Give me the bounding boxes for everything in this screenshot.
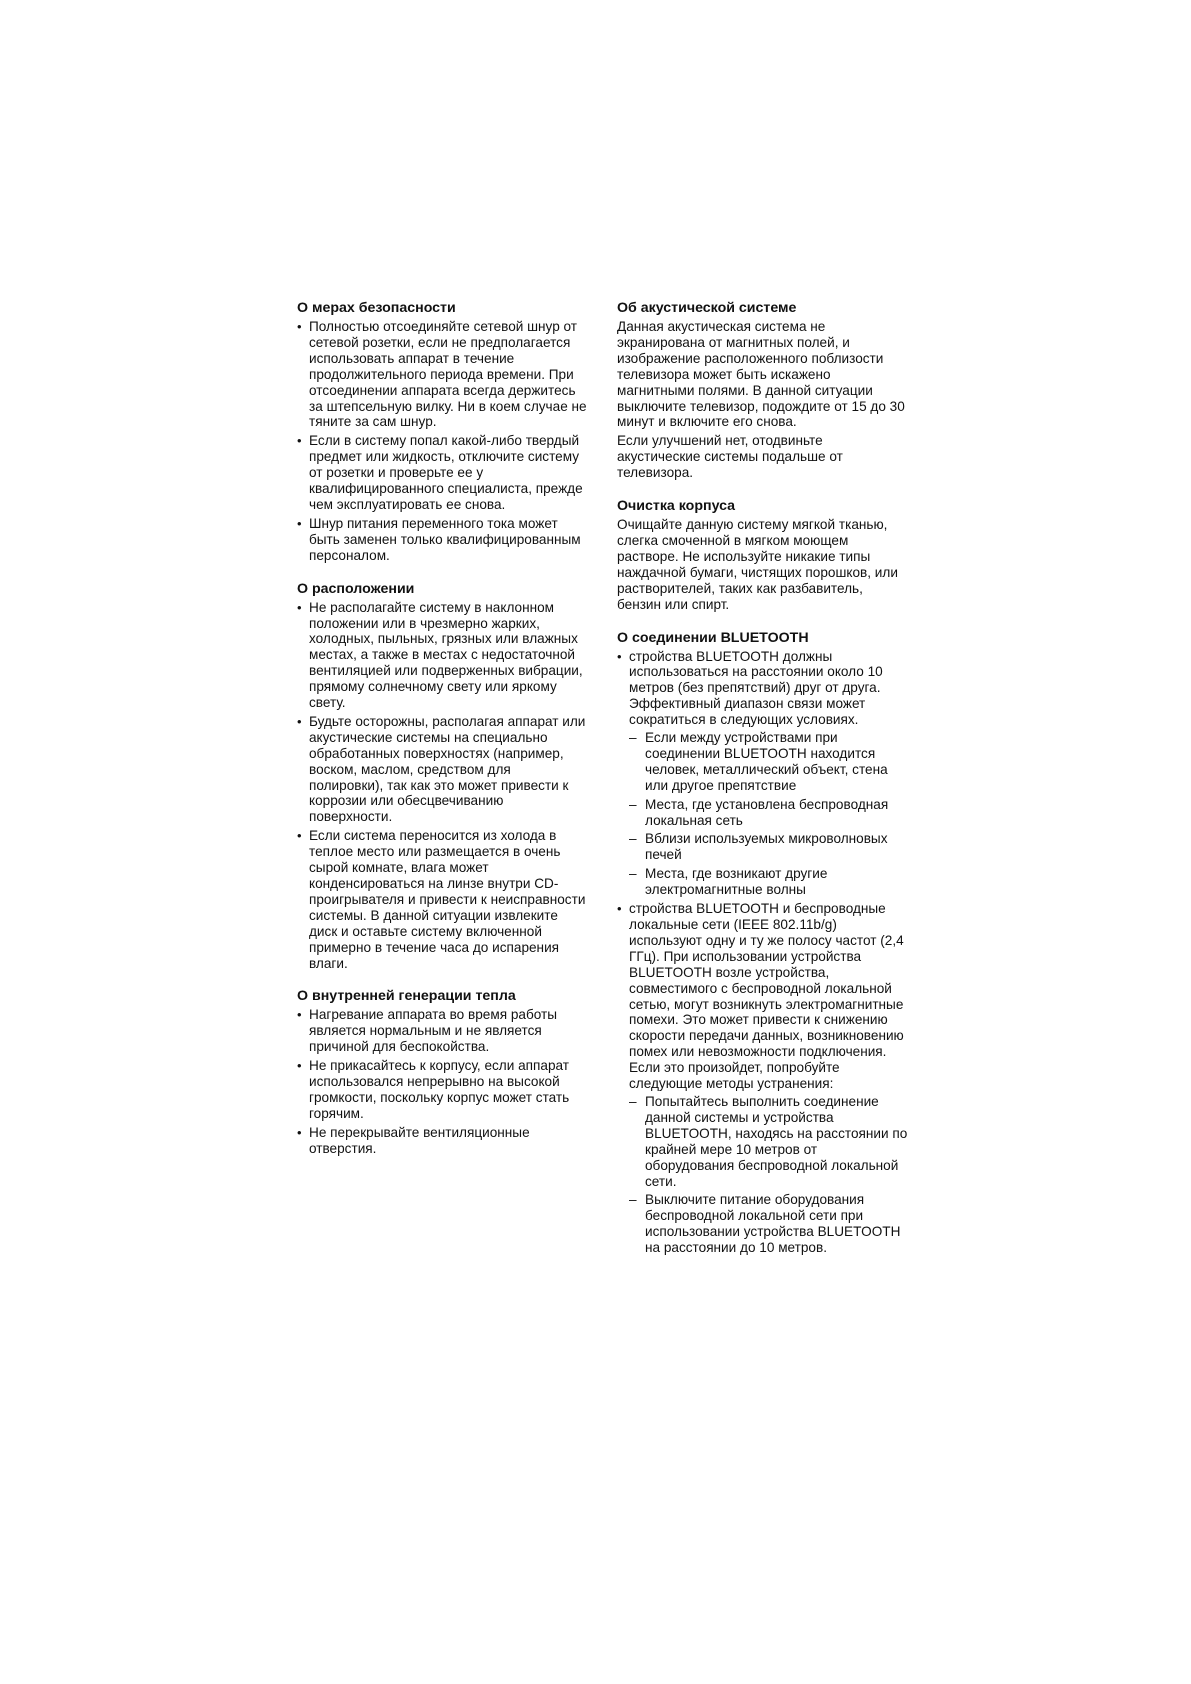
section-heading: О мерах безопасности [297, 300, 456, 316]
list-item: • Если система переносится из холода в теплое место или размещается в очень сырой комнате, влага может конденсироваться на линзе внутри CD-проигрывателя и привести к неисправности системы. В данной ситуации извлеките диск и оставьте систему включенной примерно в течение часа до испарения влаги. [297, 828, 587, 971]
bullet-list [617, 649, 909, 1257]
list-item: • Не располагайте систему в наклонном положении или в чрезмерно жарких, холодных, пыльных, грязных или влажных местах, а также в местах с недостаточной вентиляцией или подверженных вибрации, прямому солнечному свету или яркому свету. [297, 600, 587, 711]
paragraph: Данная акустическая система не экранирована от магнитных полей, и изображение расположенного поблизости телевизора может быть искажено магнитными полями. В данной ситуации выключите телевизор, подождите от 15 до 30 минут и включите его снова. [617, 319, 905, 430]
list-item: • Полностью отсоединяйте сетевой шнур от сетевой розетки, если не предполагается использовать аппарат в течение продолжительного периода времени. При отсоединении аппарата всегда держитесь за штепсельную вилку. Ни в коем случае не тяните за сам шнур. [297, 319, 587, 430]
dash-item: – Места, где возникают другие электромагнитные волны [629, 866, 909, 898]
list-item [617, 649, 909, 899]
section-heading: Об акустической системе [617, 300, 797, 316]
section-safety [297, 300, 587, 564]
dash-list [629, 730, 909, 898]
section-speakers [617, 300, 909, 481]
bullet-list [297, 1007, 587, 1156]
list-item: • Не прикасайтесь к корпусу, если аппарат использовался непрерывно на высокой громкости, поскольку корпус может стать горячим. [297, 1058, 587, 1122]
dash-list [629, 1094, 909, 1256]
section-heading: Очистка корпуса [617, 498, 736, 515]
section-heading: О внутренней генерации тепла [297, 988, 516, 1005]
section-heading: О расположении [297, 580, 415, 597]
list-item: • Нагревание аппарата во время работы является нормальным и не является причиной для беспокойства. [297, 1007, 587, 1055]
dash-item: – Выключите питание оборудования беспроводной локальной сети при использовании устройства BLUETOOTH на расстоянии до 10 метров. [629, 1192, 909, 1256]
paragraph: Если улучшений нет, отодвиньте акустические системы подальше от телевизора. [617, 433, 843, 481]
right-column [617, 300, 909, 1273]
dash-item: – Попытайтесь выполнить соединение данной системы и устройства BLUETOOTH, находясь на расстоянии по крайней мере 10 метров от оборудования беспроводной локальной сети. [629, 1094, 909, 1189]
bullet-list [297, 600, 587, 972]
list-item: • Если в систему попал какой-либо твердый предмет или жидкость, отключите систему от розетки и проверьте ее у квалифицированного специалиста, прежде чем эксплуатировать ее снова. [297, 433, 587, 513]
list-item-text: стройства BLUETOOTH и беспроводные локальные сети (IEEE 802.11b/g) используют одну и ту же полосу частот (2,4 ГГц). При использовании устройства BLUETOOTH возле устройства, совместимого с беспроводной локальной сетью, могут возникнуть электромагнитные помехи. Это может привести к снижению скорости передачи данных, возникновению помех или невозможности подключения. Если это произойдет, попробуйте следующие методы устранения: [629, 901, 904, 1092]
list-item: • Будьте осторожны, располагая аппарат или акустические системы на специально обработанных поверхностях (например, воском, маслом, средством для полировки), так как это может привести к коррозии или обесцвечиванию поверхности. [297, 714, 587, 825]
paragraph: Очищайте данную систему мягкой тканью, слегка смоченной в мягком моющем растворе. Не используйте никакие типы наждачной бумаги, чистящих порошков, или растворителей, таких как разбавитель, бензин или спирт. [617, 517, 898, 612]
section-cleaning [617, 498, 909, 612]
list-item [617, 901, 909, 1256]
section-heading: О соединении BLUETOOTH [617, 629, 809, 646]
dash-item: – Если между устройствами при соединении BLUETOOTH находится человек, металлический объект, стена или другое препятствие [629, 730, 909, 794]
bullet-list [297, 319, 587, 564]
section-placement [297, 581, 587, 972]
list-item: • Шнур питания переменного тока может быть заменен только квалифицированным персоналом. [297, 516, 587, 564]
dash-item: – Места, где установлена беспроводная локальная сеть [629, 797, 909, 829]
dash-item: – Вблизи используемых микроволновых печей [629, 831, 909, 863]
left-column [297, 300, 587, 1174]
list-item: • Не перекрывайте вентиляционные отверстия. [297, 1125, 587, 1157]
list-item-text: стройства BLUETOOTH должны использоваться на расстоянии около 10 метров (без препятствий) друг от друга. Эффективный диапазон связи может сократиться в следующих условиях. [629, 648, 883, 728]
section-heat [297, 988, 587, 1156]
section-bluetooth [617, 630, 909, 1257]
